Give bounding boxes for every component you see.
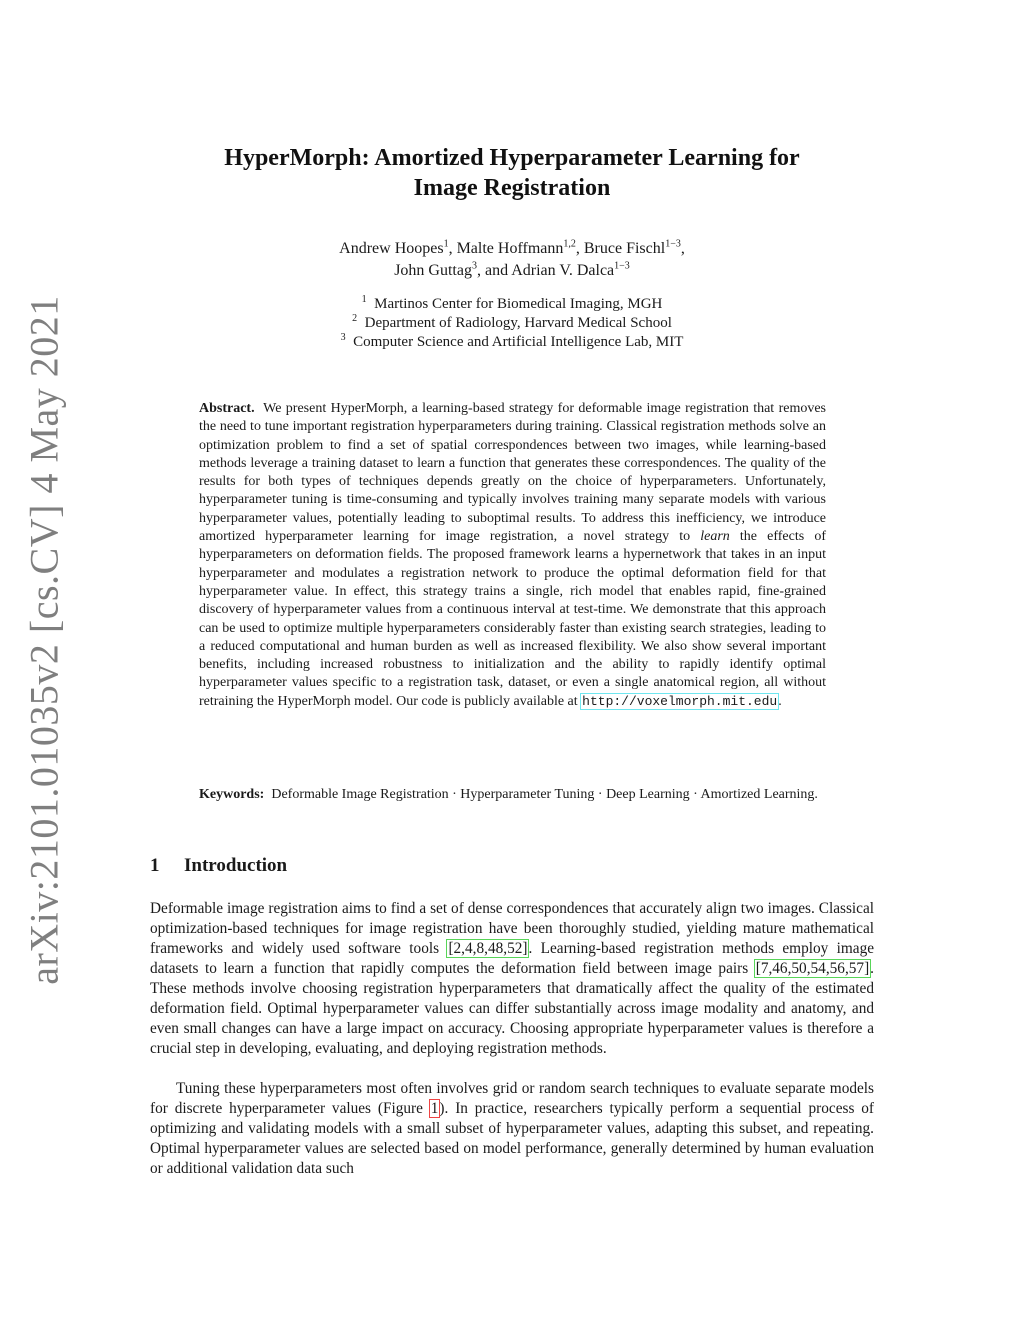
abstract-text: the effects of hyperparameters on deformation fields. The proposed framework learns a hypernetwork that takes in an input hyperparameter and modulates a registration network to produce the optimal deformation field for that hyperparameter value. In effect, this strategy trains a single, rich model that enables rapid, fine-grained discovery of hyperparameter values from a continuous interval at test-time. We demonstrate that this approach can be used to optimize multiple hyperparameters considerably faster than existing search strategies, leading to a reduced computational and human burden as well as increased flexibility. We also show several important benefits, including increased robustness to initialization and the ability to rapidly identify optimal hyperparameter values specific to a registration task, dataset, or even a single anatomical region, all without retraining the HyperMorph model. Our code is publicly available at: [199, 529, 826, 709]
intro-paragraph-1: [150, 899, 874, 1059]
keywords-label: Keywords:: [199, 787, 265, 802]
abstract-end: .: [778, 693, 782, 709]
figure-reference-link[interactable]: 1: [430, 1100, 439, 1117]
author-name: , Bruce Fischl: [575, 240, 666, 257]
author-line-1: [150, 238, 874, 260]
affiliation-list: [150, 295, 874, 352]
affiliation-text: Department of Radiology, Harvard Medical School: [364, 315, 672, 331]
paper-title: [150, 143, 874, 203]
abstract-label: Abstract.: [199, 401, 255, 416]
affiliation-line: [150, 314, 874, 333]
author-affil-sup: 1−3: [665, 238, 681, 250]
author-name: , and Adrian V. Dalca: [476, 262, 615, 279]
intro-paragraph-2: [150, 1079, 874, 1179]
paragraph-text: ). In practice, researchers typically perform a sequential process of optimizing and validating models with a small subset of hyperparameter values, adapting this subset, and repeating. Optimal hyperparameter values are selected based on model performance, generally determined by human evaluation or additional validation data such: [150, 1100, 874, 1177]
author-affil-sup: 1,2: [563, 238, 576, 250]
arxiv-identifier: arXiv:2101.01035v2 [cs.CV] 4 May 2021: [21, 295, 67, 985]
author-name: John Guttag: [394, 262, 472, 279]
author-name: Andrew Hoopes: [339, 240, 444, 257]
section-title: Introduction: [184, 855, 288, 876]
abstract-emphasis: learn: [700, 529, 730, 545]
section-number: 1: [150, 855, 160, 876]
author-line-2: [150, 260, 874, 282]
affiliation-line: [150, 333, 874, 352]
title-line-1: HyperMorph: Amortized Hyperparameter Learning for: [224, 145, 800, 171]
author-affil-sup: 1: [443, 238, 449, 250]
affiliation-line: [150, 295, 874, 314]
affiliation-text: Martinos Center for Biomedical Imaging, MGH: [374, 296, 663, 312]
affiliation-text: Computer Science and Artificial Intelligence Lab, MIT: [353, 334, 684, 350]
section-heading: [150, 855, 287, 877]
paragraph-text: Tuning these hyperparameters most often involves grid or random search techniques to evaluate separate models for discrete hyperparameter values (Figure: [150, 1080, 874, 1117]
abstract-text: We present HyperMorph, a learning-based strategy for deformable image registration that removes the need to tune important registration hyperparameters during training. Classical registration methods solve an optimization problem to find a set of spatial correspondences between two images, while learning-based methods leverage a training dataset to learn a function that generates these correspondences. The quality of the results for both types of techniques depends greatly on the choice of hyperparameters. Unfortunately, hyperparameter tuning is time-consuming and typically involves training many separate models with various hyperparameter values, potentially leading to suboptimal results. To address this inefficiency, we introduce amortized hyperparameter learning for image registration, a novel strategy to: [199, 401, 827, 545]
paragraph-text: Deformable image registration aims to find a set of dense correspondences that accurately align two images. Classical optimization-based techniques for image registration have been thoroughly studied, yielding mature mathematical frameworks and widely used software tools: [150, 900, 874, 957]
paragraph-text: . These methods involve choosing registration hyperparameters that dramatically affect the quality of the estimated deformation field. Optimal hyperparameter values can differ substantially across image modality and anatomy, and even small changes can have a large impact on accuracy. Choosing appropriate hyperparameter values is therefore a crucial step in developing, evaluating, and deploying registration methods.: [150, 960, 874, 1057]
code-url-link[interactable]: http://voxelmorph.mit.edu: [582, 693, 778, 709]
title-line-2: Image Registration: [413, 175, 611, 201]
abstract: [199, 400, 826, 711]
paragraph-text: . Learning-based registration methods employ image datasets to learn a function that rapidly computes the deformation field between image pairs: [150, 940, 875, 977]
keywords-text: Deformable Image Registration · Hyperparameter Tuning · Deep Learning · Amortized Learning.: [271, 787, 818, 802]
author-affil-sup: 1−3: [614, 260, 630, 272]
author-affil-sup: 3: [471, 260, 477, 272]
affiliation-number: 1: [361, 294, 367, 305]
affiliation-number: 2: [352, 313, 358, 324]
author-separator: ,: [680, 240, 685, 257]
citation-link[interactable]: [7,46,50,54,56,57]: [755, 960, 870, 977]
citation-link[interactable]: [2,4,8,48,52]: [448, 940, 528, 957]
keywords: [199, 786, 826, 804]
author-name: , Malte Hoffmann: [448, 240, 564, 257]
author-list: [150, 238, 874, 282]
affiliation-number: 3: [340, 332, 346, 343]
